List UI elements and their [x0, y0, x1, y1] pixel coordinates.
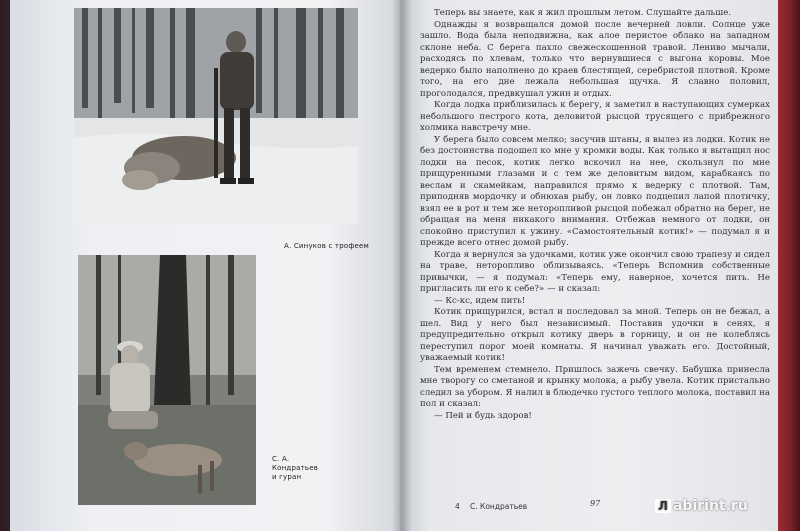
photo1-caption: А. Синуков с трофеем	[284, 242, 370, 250]
photo2-caption-line1: С. А. Кондратьев	[272, 455, 319, 472]
paragraph: Тем временем стемнело. Пришлось зажечь свечку. Бабушка принесла мне творогу со сметаной и крынку молока, а рыбу увела. Котик пристально следил за убором. Я налил в блюдечко густого теплого молока, поставил на пол и сказал:	[420, 364, 770, 409]
paragraph: Когда я вернулся за удочками, котик уже окончил свою трапезу и сидел на траве, неторопливо облизываясь. «Теперь Вспомнив собственные привычки, — я подумал: «Теперь ему, наверное, хочется пить. Не пригласить ли его к себе?» — и сказал:	[420, 249, 770, 294]
page-number: 97	[590, 499, 601, 508]
watermark-logo-icon: Л	[655, 499, 671, 513]
paragraph: — Кс-кс, идем пить!	[434, 295, 526, 306]
photo-hunter-trophy-image	[74, 8, 358, 224]
paragraph: Теперь вы знаете, как я жил прошлым летом. Слушайте дальше.	[434, 8, 732, 18]
photo2-caption-line2: и гуран	[272, 473, 302, 481]
paragraph: У берега было совсем мелко; засучив штаны, я вылез из лодки. Котик не без достоинства подошел ко мне у кромки воды. Как только я вытащил нос лодки на песок, котик легко вскочил на нее, скользнул по мне прищуренными глазами и с тем же деловитым видом, карабкаясь по веслам и скамейкам, направился прямо к ведерку с плотвой. Там, приподняв мордочку и обнюхав рыбу, он ловко подцепил лапой плотичку, взял ее в рот и тем же неторопливой рысцой побежал обратно на берег, не обращая на меня никакого внимания. Отбежав немного от лодки, он спокойно приступил к ужину. «Самостоятельный котик!» — подумал я и прежде всего отнес домой рыбу.	[420, 134, 770, 248]
photo-man-with-roe-deer-image	[78, 255, 256, 505]
cover-edge	[778, 0, 800, 531]
photo-hunter-trophy	[74, 8, 358, 224]
paragraph: Однажды я возвращался домой после вечерней ловли. Солнце уже зашло. Вода была неподвижна, как алое перистое облако на западном склоне неба. С берега пахло свежескошенной травой. Лениво мычали, расходясь по хлевам, только что вернувшиеся с выгона коровы. Мое ведерко было наполнено до краев блестящей, серебристой плотвой. Кроме того, на его дне лежала небольшая щучка. Я славно половил, проголодался, предвкушал ужин и отдых.	[420, 19, 770, 99]
photo2-caption	[272, 455, 332, 482]
photo-man-with-roe-deer	[78, 255, 256, 505]
paragraph: Когда лодка приблизилась к берегу, я заметил в наступающих сумерках небольшого пестрого кота, деловитой рысцой трусящего с прибрежного холмика навстречу мне.	[420, 100, 770, 133]
story-text	[420, 8, 770, 422]
running-head-author: С. Кондратьев	[470, 502, 528, 511]
paragraph: — Пей и будь здоров!	[434, 410, 532, 421]
book-gutter	[392, 0, 412, 531]
watermark-text: abirint.ru	[672, 498, 748, 514]
site-watermark	[655, 498, 748, 514]
paragraph: Котик прищурился, встал и последовал за мной. Теперь он не бежал, а шел. Вид у него был независимый. Поставив удочки в сенях, я предупредительно открыл котику дверь в горницу, и он не колеблясь переступил порог моей комнаты. Я начинал уважать его. Достойный, уважаемый котик!	[420, 307, 770, 363]
folio-number: 4	[455, 502, 460, 511]
